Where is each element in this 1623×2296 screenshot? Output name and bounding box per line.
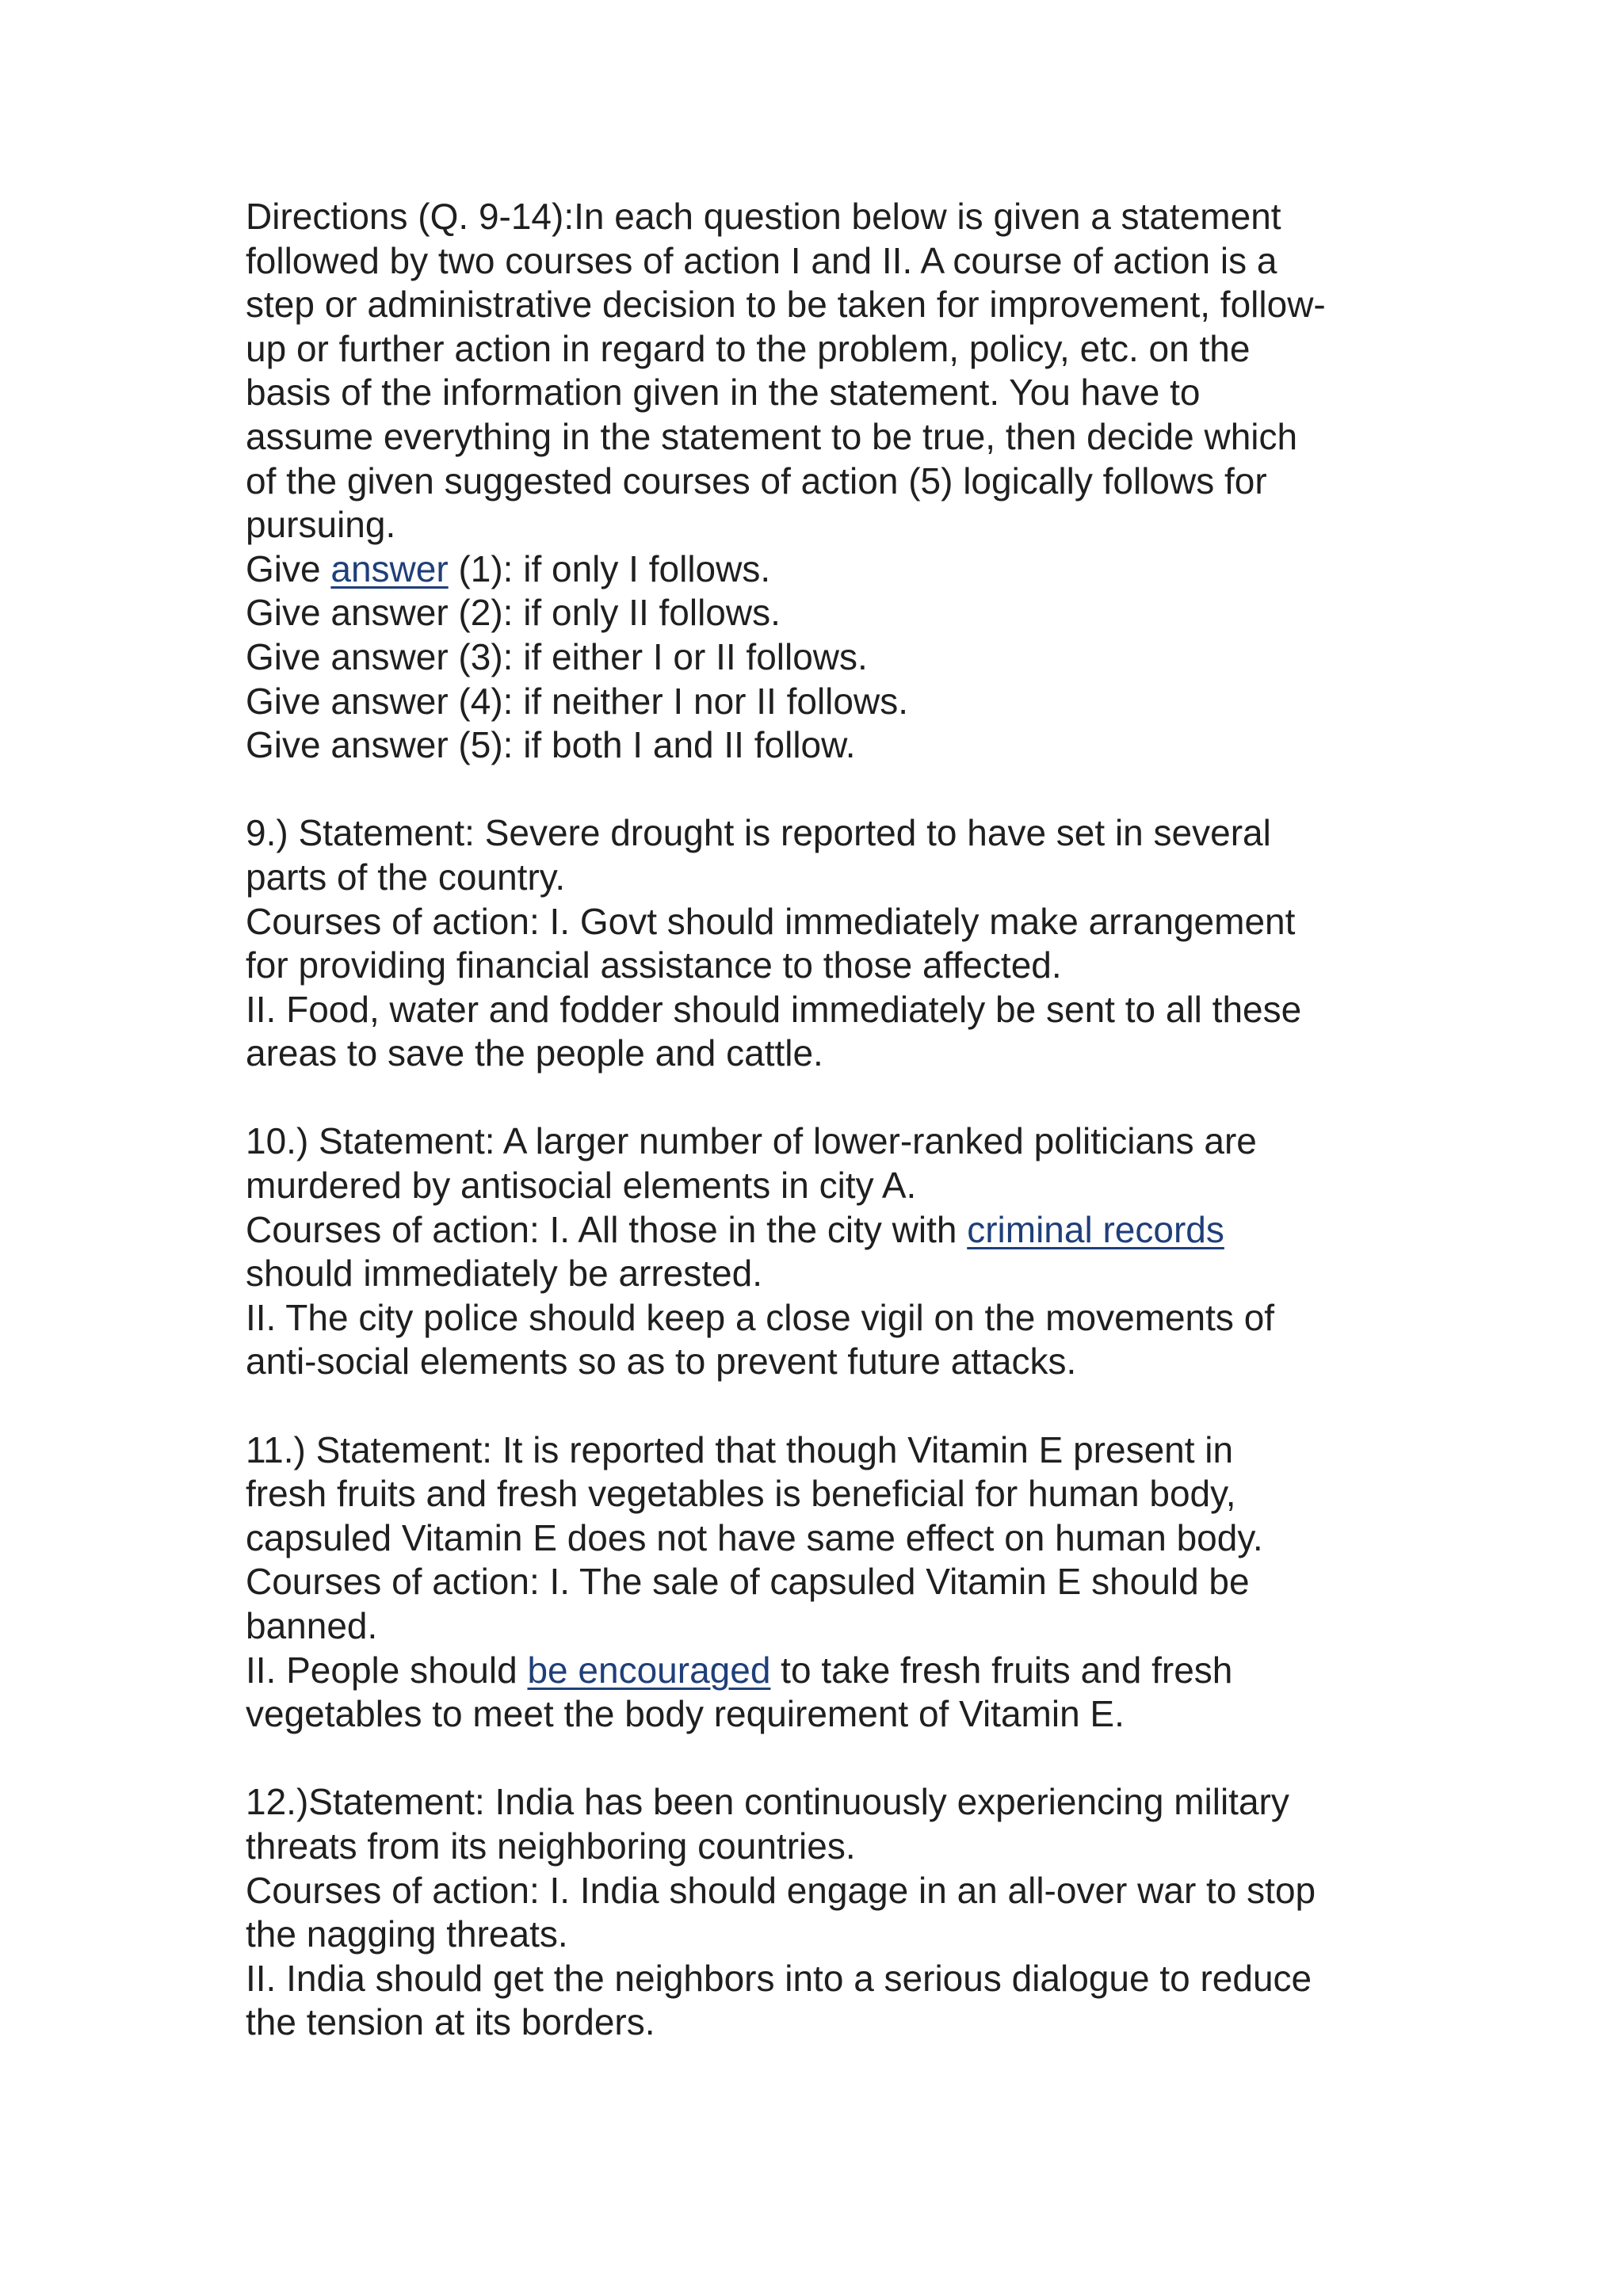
question-line: for providing financial assistance to those affected.	[246, 944, 1062, 986]
paragraph-gap	[246, 1076, 1403, 1120]
directions-line: pursuing.	[246, 504, 396, 546]
question-line: should immediately be arrested.	[246, 1253, 762, 1295]
answer-option-3: Give answer (3): if either I or II follows.	[246, 635, 868, 677]
question-line	[246, 1208, 1403, 1253]
question-line: Courses of action: I. Govt should immediately make arrangement	[246, 900, 1296, 942]
answer-link[interactable]: answer	[330, 547, 449, 589]
question-line: anti-social elements so as to prevent future attacks.	[246, 1341, 1077, 1383]
answer-option-2: Give answer (2): if only II follows.	[246, 592, 781, 634]
question-line: Courses of action: I. India should engage in an all-over war to stop	[246, 1869, 1316, 1911]
directions-line: basis of the information given in the statement. You have to	[246, 372, 1201, 414]
question-line: the tension at its borders.	[246, 2001, 655, 2043]
question-line: capsuled Vitamin E does not have same effect on human body.	[246, 1516, 1263, 1558]
action-suffix: to take fresh fruits and fresh	[770, 1649, 1233, 1691]
question-11	[246, 1428, 1403, 1737]
be-encouraged-link[interactable]: be encouraged	[527, 1649, 771, 1691]
criminal-records-link[interactable]: criminal records	[967, 1208, 1224, 1250]
question-line: areas to save the people and cattle.	[246, 1032, 823, 1074]
document-body	[246, 195, 1403, 2045]
directions-line: step or administrative decision to be taken for improvement, follow-	[246, 284, 1326, 326]
paragraph-gap	[246, 1737, 1403, 1781]
answer-option-1-suffix: (1): if only I follows.	[448, 547, 771, 589]
question-line: 9.) Statement: Severe drought is reported to have set in several	[246, 812, 1271, 854]
question-line: banned.	[246, 1605, 378, 1646]
question-line: Courses of action: I. The sale of capsuled Vitamin E should be	[246, 1561, 1250, 1603]
question-line: 10.) Statement: A larger number of lower-ranked politicians are	[246, 1120, 1257, 1162]
question-line: II. India should get the neighbors into a serious dialogue to reduce	[246, 1957, 1312, 1999]
question-9	[246, 811, 1403, 1076]
answer-option-1-prefix: Give	[246, 547, 331, 589]
question-line: II. The city police should keep a close vigil on the movements of	[246, 1296, 1275, 1338]
question-line: 12.)Statement: India has been continuously experiencing military	[246, 1781, 1289, 1823]
answer-option-5: Give answer (5): if both I and II follow.	[246, 724, 856, 766]
directions-line: assume everything in the statement to be true, then decide which	[246, 415, 1298, 457]
question-line: the nagging threats.	[246, 1913, 568, 1955]
action-prefix: Courses of action: I. All those in the city with	[246, 1208, 968, 1250]
answer-option-4: Give answer (4): if neither I nor II follows.	[246, 680, 908, 722]
question-line: II. Food, water and fodder should immediately be sent to all these	[246, 988, 1302, 1030]
action-prefix: II. People should	[246, 1649, 528, 1691]
paragraph-gap	[246, 768, 1403, 812]
paragraph-gap	[246, 1384, 1403, 1428]
question-line: vegetables to meet the body requirement of Vitamin E.	[246, 1693, 1125, 1735]
question-line: parts of the country.	[246, 856, 566, 898]
directions-line: followed by two courses of action I and II. A course of action is a	[246, 239, 1277, 281]
directions-line: of the given suggested courses of action (5) logically follows for	[246, 460, 1267, 502]
question-line: threats from its neighboring countries.	[246, 1825, 856, 1867]
directions-block	[246, 195, 1403, 547]
question-line	[246, 1649, 1403, 1693]
directions-line: Directions (Q. 9-14):In each question below is given a statement	[246, 196, 1281, 237]
question-line: murdered by antisocial elements in city A.	[246, 1165, 917, 1207]
question-12	[246, 1780, 1403, 2045]
directions-line: up or further action in regard to the problem, policy, etc. on the	[246, 327, 1251, 369]
question-line: fresh fruits and fresh vegetables is beneficial for human body,	[246, 1473, 1236, 1515]
answer-key-block	[246, 547, 1403, 768]
question-line: 11.) Statement: It is reported that though Vitamin E present in	[246, 1428, 1234, 1470]
question-10	[246, 1119, 1403, 1384]
answer-option-1	[246, 547, 1403, 592]
